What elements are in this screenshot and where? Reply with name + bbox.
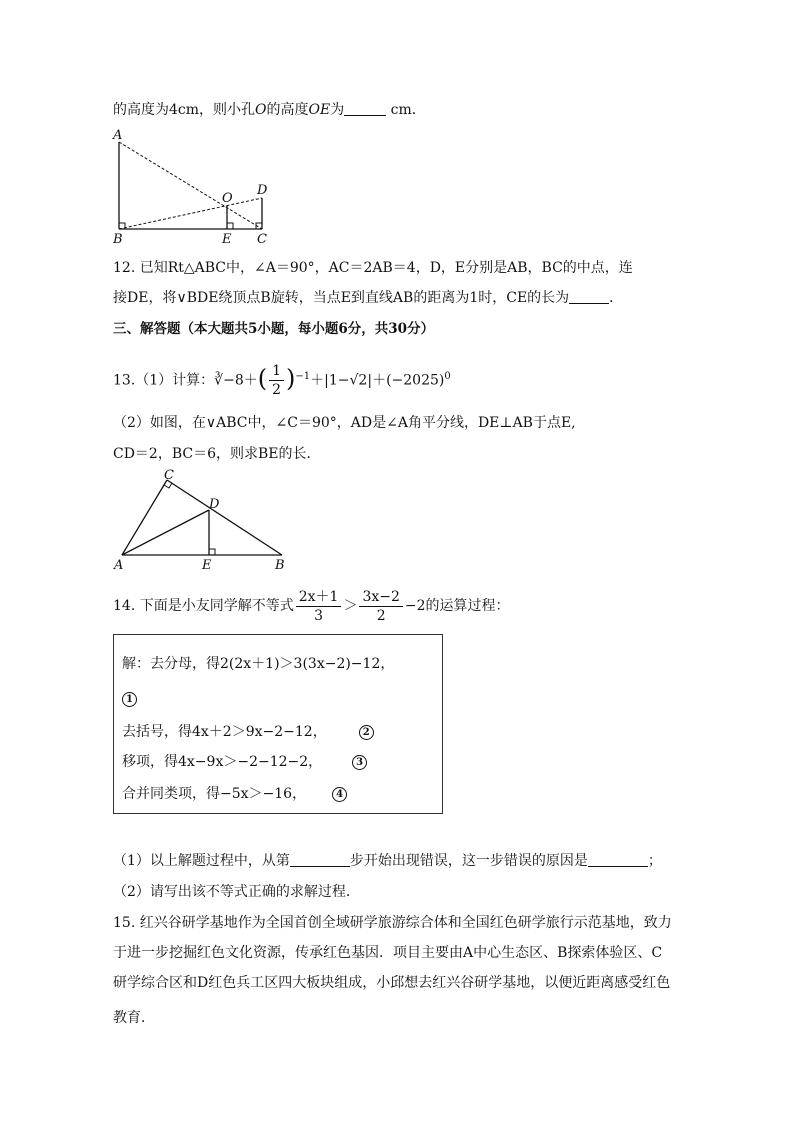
q11-text-after: 为 <box>330 102 345 118</box>
q15-line3: 研学综合区和D红色兵工区四大板块组成，小邱想去红兴谷研学基地，以便近距离感受红色 <box>113 975 671 991</box>
q13-part2-line1: （2）如图，在∨ABC中，∠C＝90°，AD是∠A角平分线，DE⊥AB于点E, <box>113 415 576 431</box>
fig2-label-c: C <box>164 468 174 483</box>
q13-frac-den: 2 <box>272 382 282 399</box>
step-marker-3: 3 <box>352 755 367 770</box>
fig1-label-o: O <box>222 191 233 206</box>
q15-line4: 教育． <box>113 1010 155 1026</box>
fig1-dashed-ac <box>119 142 262 229</box>
q15-line2: 于进一步挖掘红色文化资源，传承红色基因．项目主要由A中心生态区、B探索体验区、C <box>113 945 663 961</box>
q14-intro <box>113 586 510 626</box>
q12-line1: 12. 已知Rt△ABC中，∠A＝90°，AC＝2AB＝4，D，E分别是AB，BC的中点，连 <box>113 260 633 276</box>
fig2-line-cb <box>167 480 282 555</box>
q14-intro-tail: −2的运算过程： <box>404 598 510 614</box>
q13-paren-open: ( <box>257 364 268 393</box>
q13-paren-close: ) <box>286 364 296 393</box>
q13-part1 <box>113 360 451 399</box>
q13-paren-term: (−2025) <box>386 372 445 389</box>
section-three-heading: 三、解答题（本大题共5小题，每小题6分，共30分） <box>113 321 435 337</box>
q13-cube-root: ∛−8 <box>214 372 244 389</box>
fig1-label-e: E <box>222 232 232 247</box>
q14-f1-den: 3 <box>314 607 324 624</box>
q14-sub1-b: 步开始出现错误，这一步错误的原因是 <box>349 853 588 869</box>
q12-answer-blank[interactable] <box>569 289 609 304</box>
q15-line1: 15. 红兴谷研学基地作为全国首创全域研学旅游综合体和全国红色研学旅行示范基地，致力 <box>113 915 672 931</box>
q14-gt: ＞ <box>343 598 358 614</box>
q14-sub2: （2）请写出该不等式正确的求解过程． <box>113 884 360 900</box>
step-marker-4: 4 <box>332 787 347 802</box>
fig1-dashed-bd <box>119 198 262 229</box>
q14-step-3-row <box>122 751 367 771</box>
q14-step-2-row <box>122 721 374 741</box>
figure-triangle-abc <box>110 468 295 576</box>
q14-f1-num: 2x＋1 <box>296 588 342 607</box>
q14-step-4-row <box>122 783 347 803</box>
q12-line2-text: 接DE，将∨BDE绕顶点B旋转，当点E到直线AB的距离为1时，CE的长为 <box>113 290 570 306</box>
q11-text-mid: 的高度 <box>266 102 309 118</box>
fig1-label-c: C <box>257 232 267 247</box>
q11-text-before: 的高度为4cm，则小孔 <box>113 102 256 118</box>
q13-frac-num: 1 <box>269 362 284 381</box>
q11-answer-blank[interactable] <box>344 101 386 116</box>
q13-plus-2: ＋ <box>310 372 325 389</box>
q13-fraction <box>269 362 284 399</box>
fig2-label-a: A <box>114 558 124 573</box>
q14-fraction-2 <box>359 588 402 625</box>
fig1-right-angle-e <box>227 223 233 229</box>
q14-reason-blank[interactable] <box>588 852 648 867</box>
q13-label: 13.（1）计算： <box>113 372 215 389</box>
q13-exponent-0: 0 <box>444 371 451 382</box>
q12-line2 <box>113 288 623 308</box>
q14-solution-box <box>113 634 443 814</box>
q14-intro-text: 14. 下面是小友同学解不等式 <box>113 598 294 614</box>
q11-var-o: O <box>255 102 267 118</box>
q12-line2-end: ． <box>609 290 624 306</box>
fig2-label-e: E <box>202 558 212 573</box>
q13-exponent-neg1: −1 <box>295 371 311 382</box>
q13-plus-3: ＋ <box>372 372 387 389</box>
step-marker-2: 2 <box>359 725 374 740</box>
q14-f2-den: 2 <box>376 607 386 624</box>
q14-fraction-1 <box>296 588 342 625</box>
q14-mark-1-row <box>122 691 137 707</box>
q14-step-1: 解：去分母，得2(2x＋1)＞3(3x−2)−12， <box>122 656 395 672</box>
fig2-label-b: B <box>275 558 285 573</box>
q11-tail <box>113 100 426 120</box>
fig2-label-d: D <box>209 497 220 512</box>
q14-sub1 <box>113 851 662 871</box>
q11-unit: cm． <box>390 102 426 118</box>
q14-sub1-a: （1）以上解题过程中，从第 <box>113 853 290 869</box>
q13-abs: |1−√2| <box>324 372 373 389</box>
q14-sub1-c: ； <box>647 853 662 869</box>
fig1-label-a: A <box>113 128 123 143</box>
fig1-label-d: D <box>257 183 268 198</box>
q14-step-blank[interactable] <box>290 852 350 867</box>
step-marker-1: 1 <box>122 692 137 707</box>
figure-pinhole <box>105 128 280 248</box>
q13-plus-1: ＋ <box>243 372 258 389</box>
q14-step-4: 合并同类项，得−5x＞−16， <box>122 786 307 802</box>
q14-step-3: 移项，得4x−9x＞−2−12−2， <box>122 754 323 770</box>
fig2-right-angle-e <box>209 549 215 555</box>
q11-var-oe: OE <box>308 102 331 118</box>
q14-step-2: 去括号，得4x＋2＞9x−2−12， <box>122 724 327 740</box>
q14-f2-num: 3x−2 <box>359 588 402 607</box>
q13-part2-line2: CD＝2，BC＝6，则求BE的长． <box>113 446 321 462</box>
fig1-label-b: B <box>113 232 123 247</box>
